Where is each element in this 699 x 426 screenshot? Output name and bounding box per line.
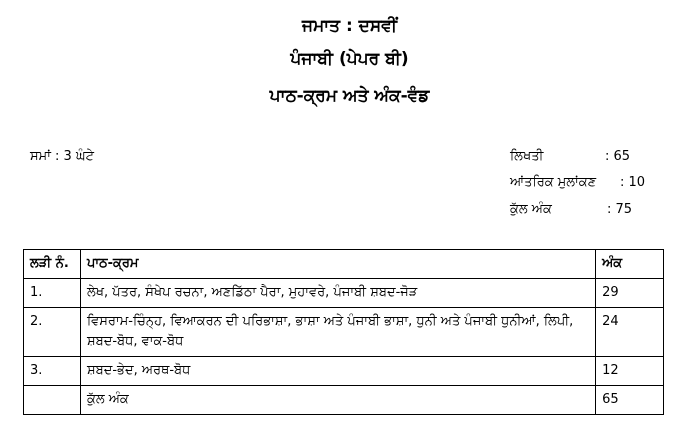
- table-header-row: [24, 250, 664, 279]
- table-row: [24, 279, 664, 308]
- row-content: ਸ਼ਬਦ-ਭੇਦ, ਅਰਥ-ਬੋਧ: [80, 357, 595, 386]
- exam-time: ਸਮਾਂ : 3 ਘੰਟੇ: [30, 149, 94, 164]
- total-marks: 65: [596, 386, 664, 415]
- row-content: ਵਿਸਰਾਮ-ਚਿੰਨ੍ਹ, ਵਿਆਕਰਨ ਦੀ ਪਰਿਭਾਸ਼ਾ, ਭਾਸ਼ਾ ਅਤੇ ਪੰਜਾਬੀ ਭਾਸ਼ਾ, ਧੁਨੀ ਅਤੇ ਪੰਜਾਬੀ ਧੁਨੀਆਂ, ਲਿਪੀ, ਸ਼ਬਦ-ਬੋਧ, ਵਾਕ-ਬੋਧ: [80, 308, 595, 357]
- subject-title: ਪੰਜਾਬੀ (ਪੇਪਰ ਬੀ): [290, 49, 409, 69]
- syllabus-table: [23, 249, 664, 415]
- row-marks: 24: [596, 308, 664, 357]
- total-empty-cell: [24, 386, 81, 415]
- marks-written-label: ਲਿਖਤੀ: [510, 149, 544, 164]
- marks-internal-value: : 10: [620, 175, 646, 190]
- table-row: [24, 357, 664, 386]
- row-marks: 12: [596, 357, 664, 386]
- row-serial: 1.: [24, 279, 81, 308]
- marks-written-value: : 65: [605, 149, 631, 164]
- syllabus-title: ਪਾਠ-ਕ੍ਰਮ ਅਤੇ ਅੰਕ-ਵੰਡ: [269, 86, 430, 106]
- header-serial: ਲੜੀ ਨੰ.: [24, 250, 81, 279]
- marks-internal-label: ਆਂਤਰਿਕ ਮੁਲਾਂਕਣ: [510, 175, 597, 190]
- header-marks: ਅੰਕ: [596, 250, 664, 279]
- table-row: [24, 308, 664, 357]
- marks-total-value: : 75: [607, 202, 633, 217]
- class-title: ਜਮਾਤ : ਦਸਵੀਂ: [302, 16, 397, 36]
- marks-total-label: ਕੁੱਲ ਅੰਕ: [510, 202, 552, 217]
- row-serial: 3.: [24, 357, 81, 386]
- row-marks: 29: [596, 279, 664, 308]
- header-syllabus: ਪਾਠ-ਕ੍ਰਮ: [80, 250, 595, 279]
- total-label: ਕੁੱਲ ਅੰਕ: [80, 386, 595, 415]
- row-serial: 2.: [24, 308, 81, 357]
- table-total-row: [24, 386, 664, 415]
- row-content: ਲੇਖ, ਪੱਤਰ, ਸੰਖੇਪ ਰਚਨਾ, ਅਣਡਿੱਠਾ ਪੈਰਾ, ਮੁਹਾਵਰੇ, ਪੰਜਾਬੀ ਸ਼ਬਦ-ਜੋੜ: [80, 279, 595, 308]
